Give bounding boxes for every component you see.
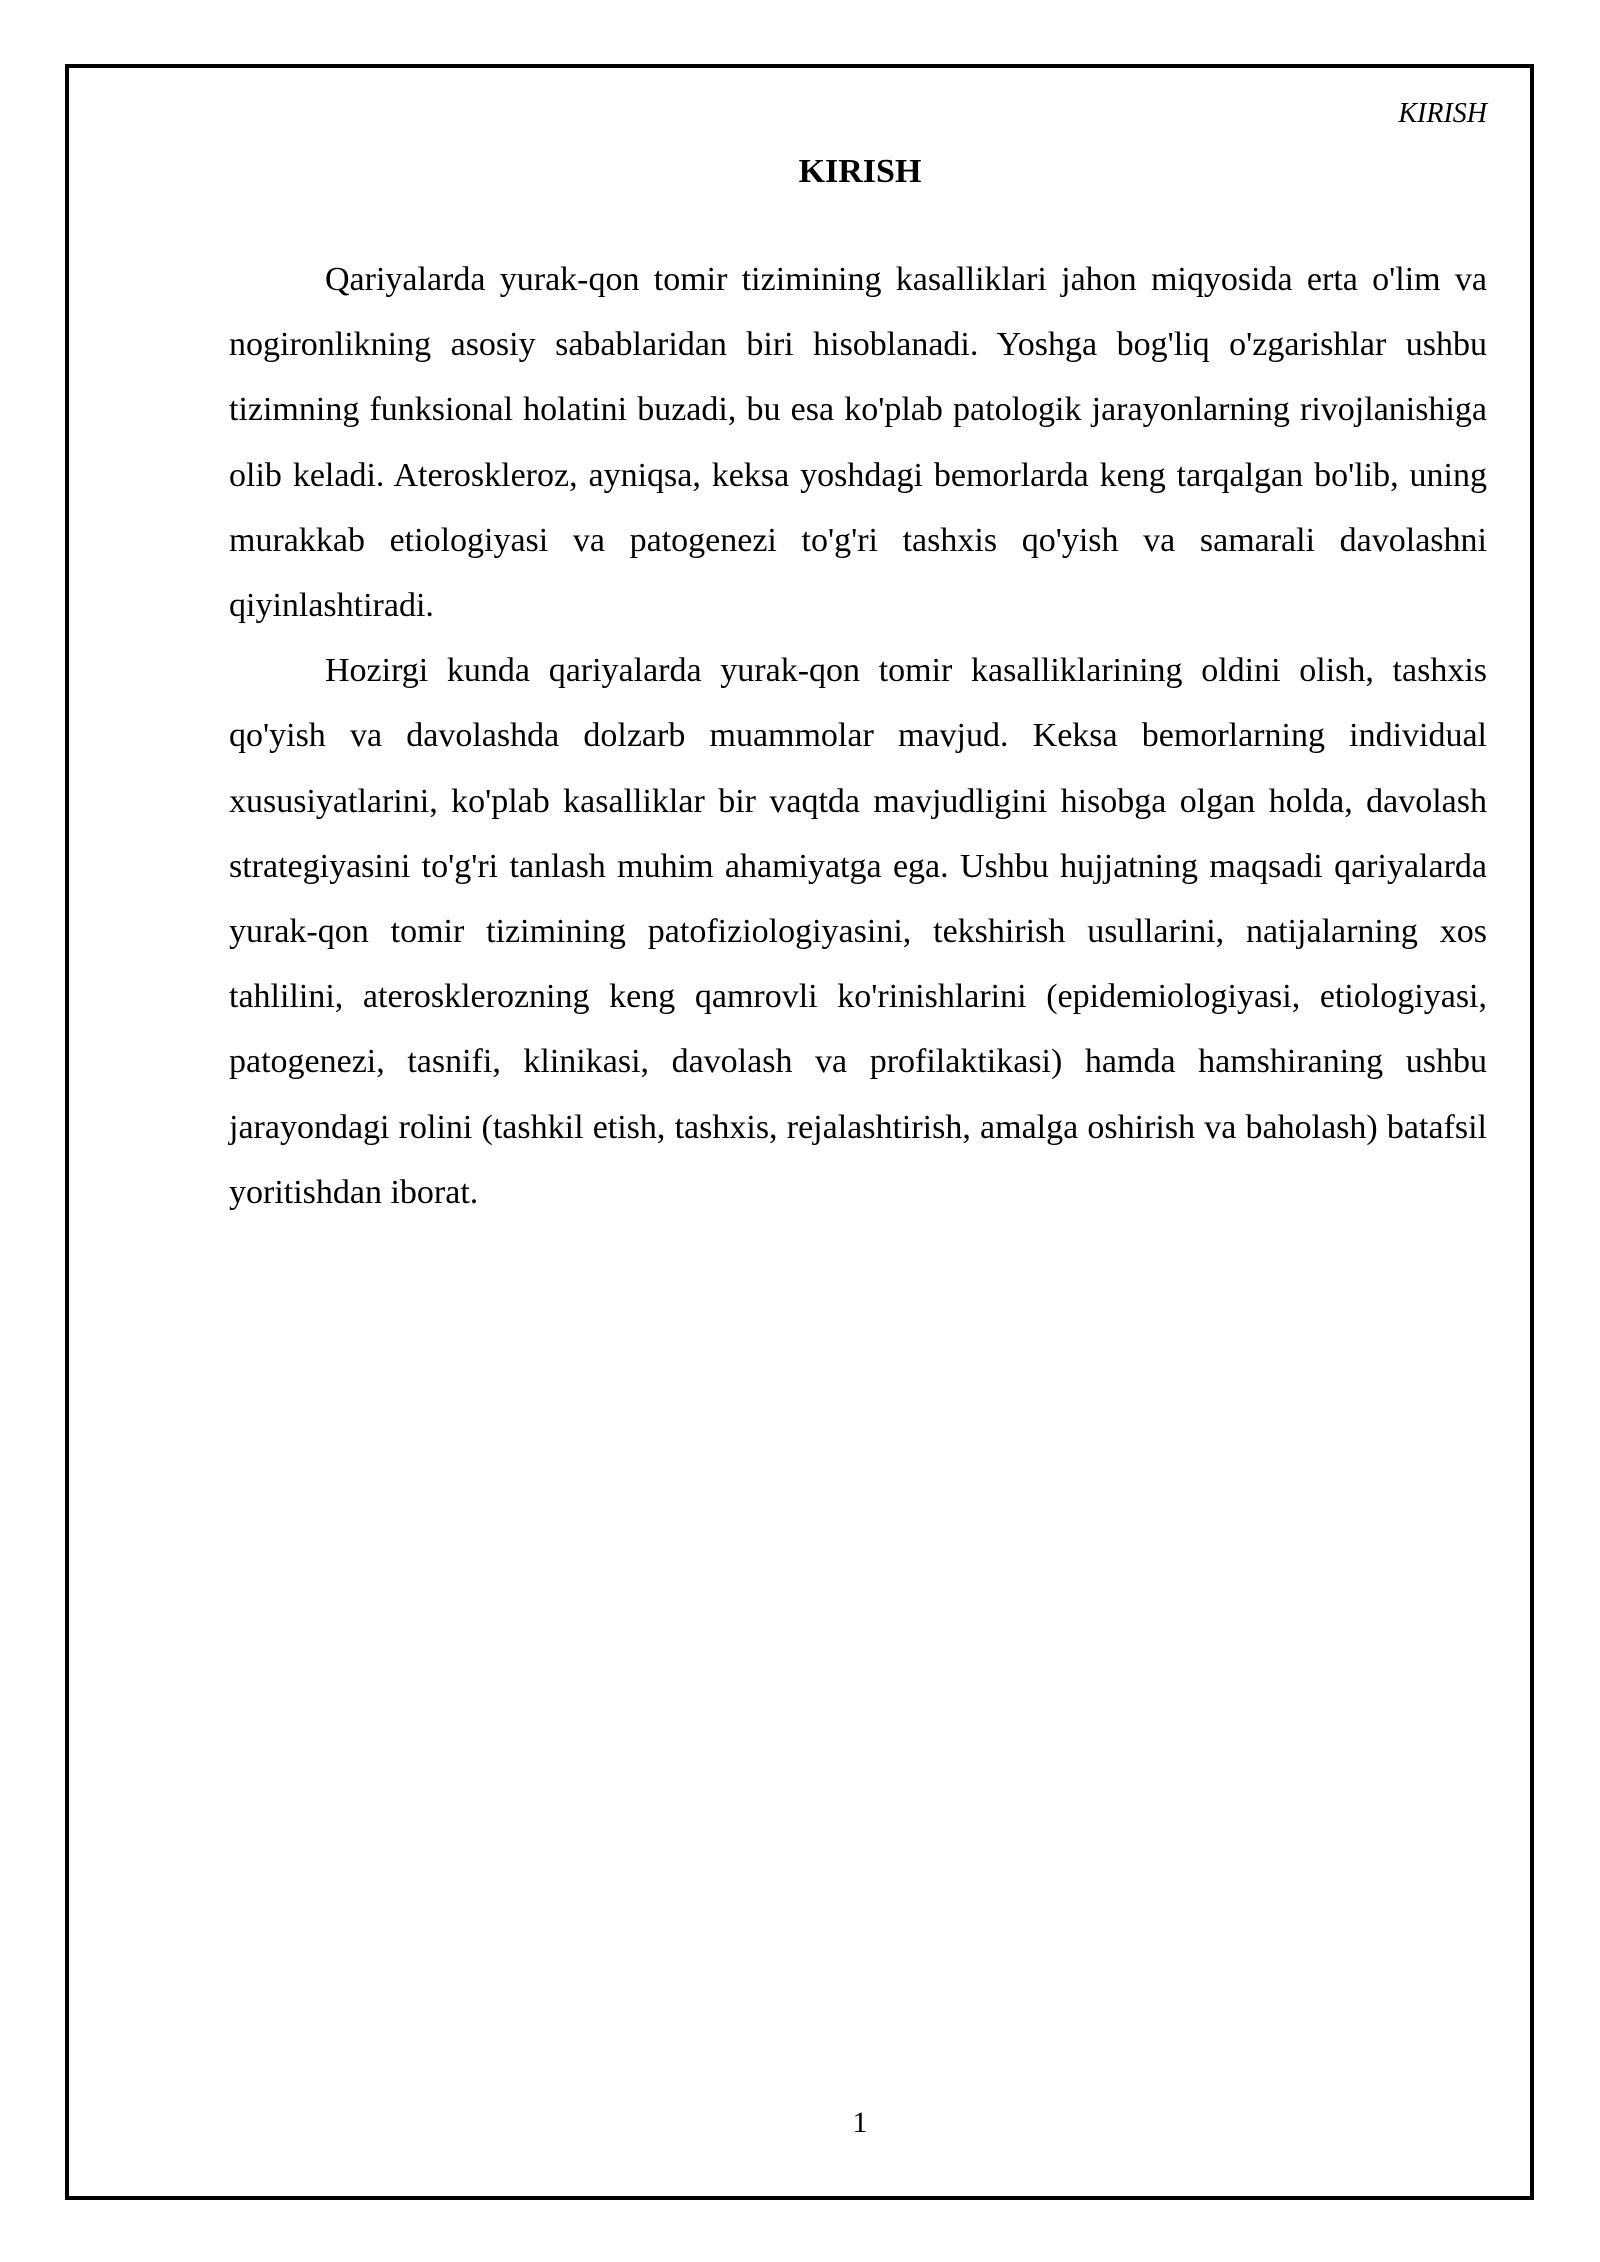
body-text	[229, 247, 1487, 1225]
page-title: KIRISH	[798, 153, 922, 190]
page-number: 1	[852, 2106, 868, 2139]
running-header: KIRISH	[1398, 98, 1487, 129]
paragraph: Hozirgi kunda qariyalarda yurak-qon tomir kasalliklarining oldini olish, tashxis qo'yish va davolashda dolzarb muammolar mavjud. Keksa bemorlarning individual xususiyatlarini, ko'plab kasalliklar bir vaqtda mavjudligini hisobga olgan holda, davolash strategiyasini to'g'ri tanlash muhim ahamiyatga ega. Ushbu hujjatning maqsadi qariyalarda yurak-qon tomir tizimining patofiziologiyasini, tekshirish usullarini, natijalarning xos tahlilini, aterosklerozning keng qamrovli ko'rinishlarini (epidemiologiyasi, etiologiyasi, patogenezi, tasnifi, klinikasi, davolash va profilaktikasi) hamda hamshiraning ushbu jarayondagi rolini (tashkil etish, tashxis, rejalashtirish, amalga oshirish va baholash) batafsil yoritishdan iborat.	[229, 652, 1487, 1211]
paragraph: Qariyalarda yurak-qon tomir tizimining kasalliklari jahon miqyosida erta o'lim va nogironlikning asosiy sabablaridan biri hisoblanadi. Yoshga bog'liq o'zgarishlar ushbu tizimning funksional holatini buzadi, bu esa ko'plab patologik jarayonlarning rivojlanishiga olib keladi. Ateroskleroz, ayniqsa, keksa yoshdagi bemorlarda keng tarqalgan bo'lib, uning murakkab etiologiyasi va patogenezi to'g'ri tashxis qo'yish va samarali davolashni qiyinlashtiradi.	[229, 261, 1487, 625]
